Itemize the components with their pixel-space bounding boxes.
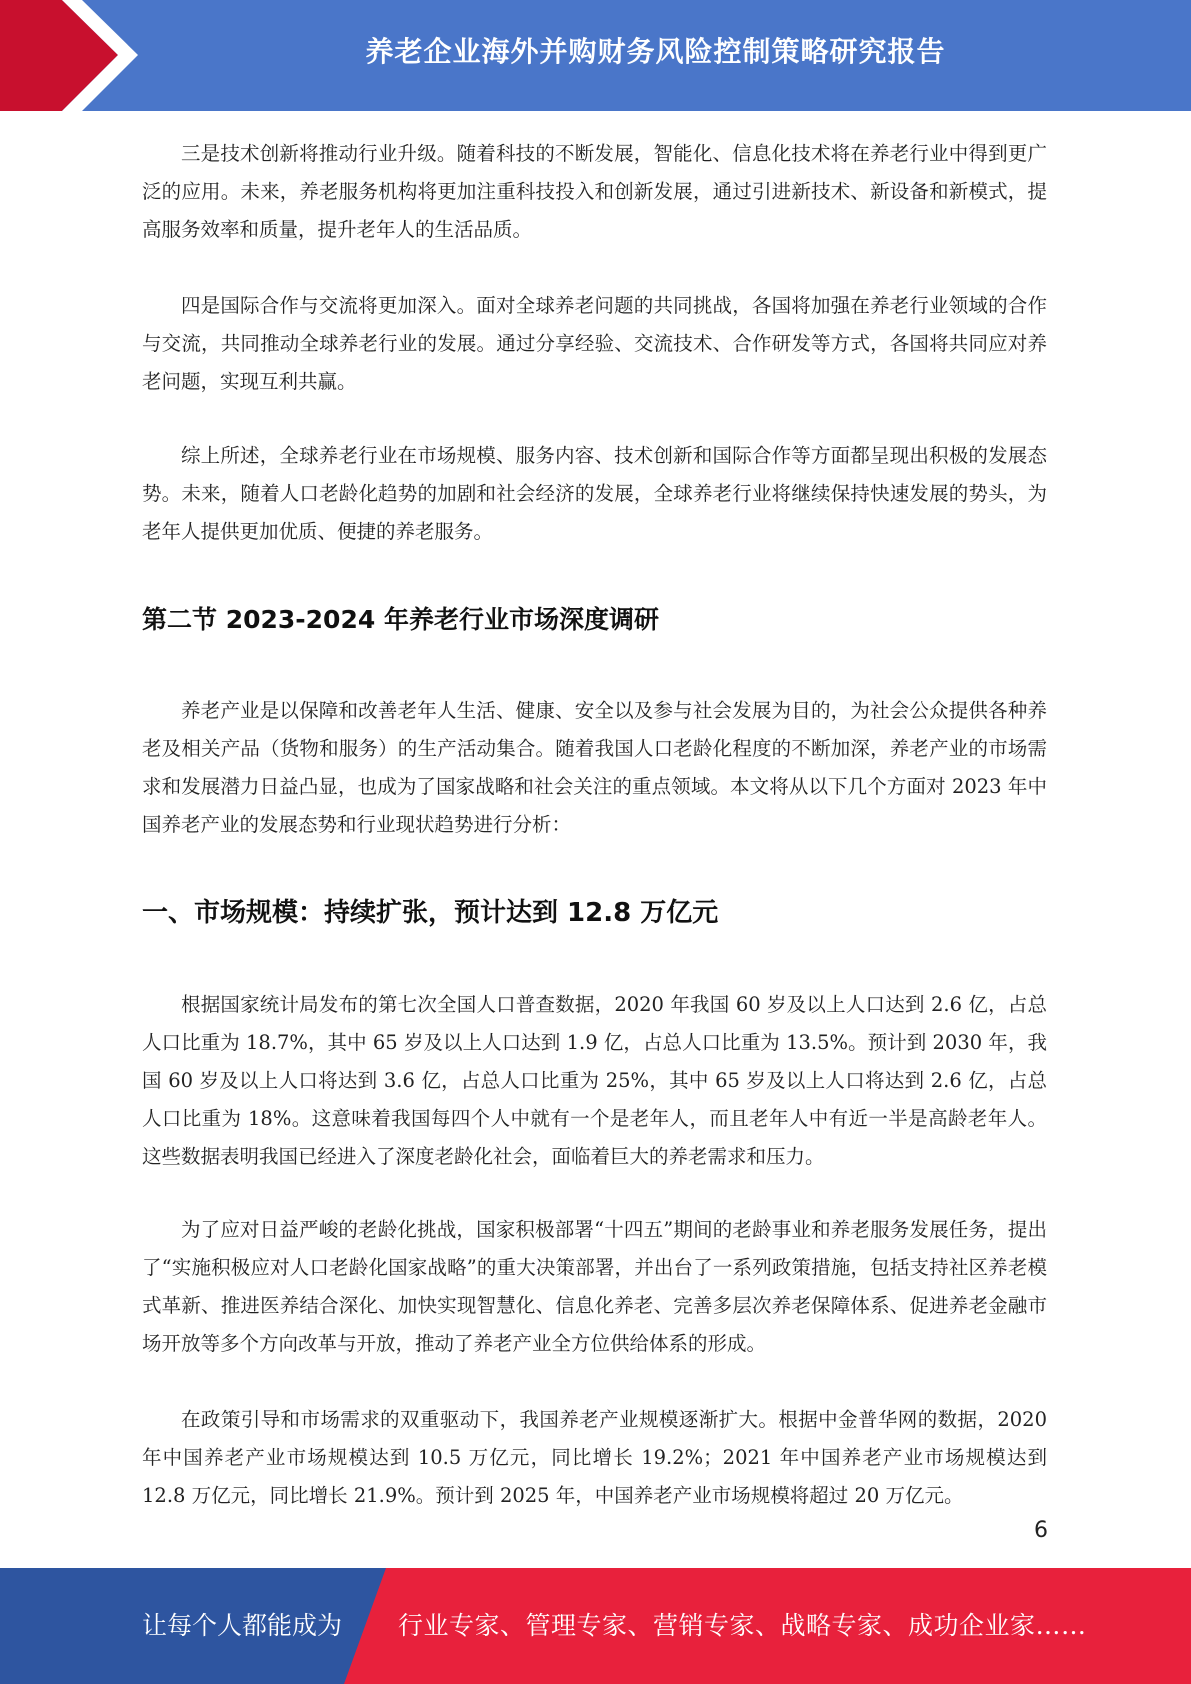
footer-banner xyxy=(0,1568,1191,1684)
page-number: 6 xyxy=(1034,1518,1048,1543)
paragraph-tech-innovation: 三是技术创新将推动行业升级。随着科技的不断发展，智能化、信息化技术将在养老行业中得到更广泛的应用。未来，养老服务机构将更加注重科技投入和创新发展，通过引进新技术、新设备和新模式，提高服务效率和质量，提升老年人的生活品质。 xyxy=(142,142,1047,241)
paragraph-section-intro: 养老产业是以保障和改善老年人生活、健康、安全以及参与社会发展为目的，为社会公众提供各种养老及相关产品（货物和服务）的生产活动集合。随着我国人口老龄化程度的不断加深，养老产业的市场需求和发展潜力日益凸显，也成为了国家战略和社会关注的重点领域。本文将从以下几个方面对 2023 年中国养老产业的发展态势和行业现状趋势进行分析： xyxy=(142,699,1047,836)
header-banner xyxy=(0,0,1191,111)
paragraph-international-cooperation: 四是国际合作与交流将更加深入。面对全球养老问题的共同挑战，各国将加强在养老行业领域的合作与交流，共同推动全球养老行业的发展。通过分享经验、交流技术、合作研发等方式，各国将共同应对养老问题，实现互利共赢。 xyxy=(142,294,1047,393)
paragraph-market-size: 在政策引导和市场需求的双重驱动下，我国养老产业规模逐渐扩大。根据中金普华网的数据，2020 年中国养老产业市场规模达到 10.5 万亿元，同比增长 19.2%；2021 年中国养老产业市场规模达到 12.8 万亿元，同比增长 21.9%。预计到 2025 年，中国养老产业市场规模将超过 20 万亿元。 xyxy=(142,1408,1047,1507)
paragraph-census-data: 根据国家统计局发布的第七次全国人口普查数据，2020 年我国 60 岁及以上人口达到 2.6 亿，占总人口比重为 18.7%，其中 65 岁及以上人口达到 1.9 亿，占总人口比重为 13.5%。预计到 2030 年，我国 60 岁及以上人口将达到 3.6 亿，占总人口比重为 25%，其中 65 岁及以上人口将达到 2.6 亿，占总人口比重为 18%。这意味着我国每四个人中就有一个是老年人，而且老年人中有近一半是高龄老年人。这些数据表明我国已经进入了深度老龄化社会，面临着巨大的养老需求和压力。 xyxy=(142,993,1047,1168)
report-title: 养老企业海外并购财务风险控制策略研究报告 xyxy=(365,35,946,68)
subsection-heading: 一、市场规模：持续扩张，预计达到 12.8 万亿元 xyxy=(142,898,719,928)
paragraph-summary: 综上所述，全球养老行业在市场规模、服务内容、技术创新和国际合作等方面都呈现出积极的发展态势。未来，随着人口老龄化趋势的加剧和社会经济的发展，全球养老行业将继续保持快速发展的势头，为老年人提供更加优质、便捷的养老服务。 xyxy=(142,444,1047,543)
footer-slogan-right: 行业专家、管理专家、营销专家、战略专家、成功企业家…… xyxy=(398,1611,1087,1640)
header-red-arrow xyxy=(0,0,118,111)
paragraph-policy: 为了应对日益严峻的老龄化挑战，国家积极部署“十四五”期间的老龄事业和养老服务发展任务，提出了“实施积极应对人口老龄化国家战略”的重大决策部署，并出台了一系列政策措施，包括支持社区养老模式革新、推进医养结合深化、加快实现智慧化、信息化养老、完善多层次养老保障体系、促进养老金融市场开放等多个方向改革与开放，推动了养老产业全方位供给体系的形成。 xyxy=(142,1218,1047,1355)
section-heading: 第二节 2023-2024 年养老行业市场深度调研 xyxy=(142,605,659,634)
footer-slogan-left: 让每个人都能成为 xyxy=(142,1611,343,1640)
